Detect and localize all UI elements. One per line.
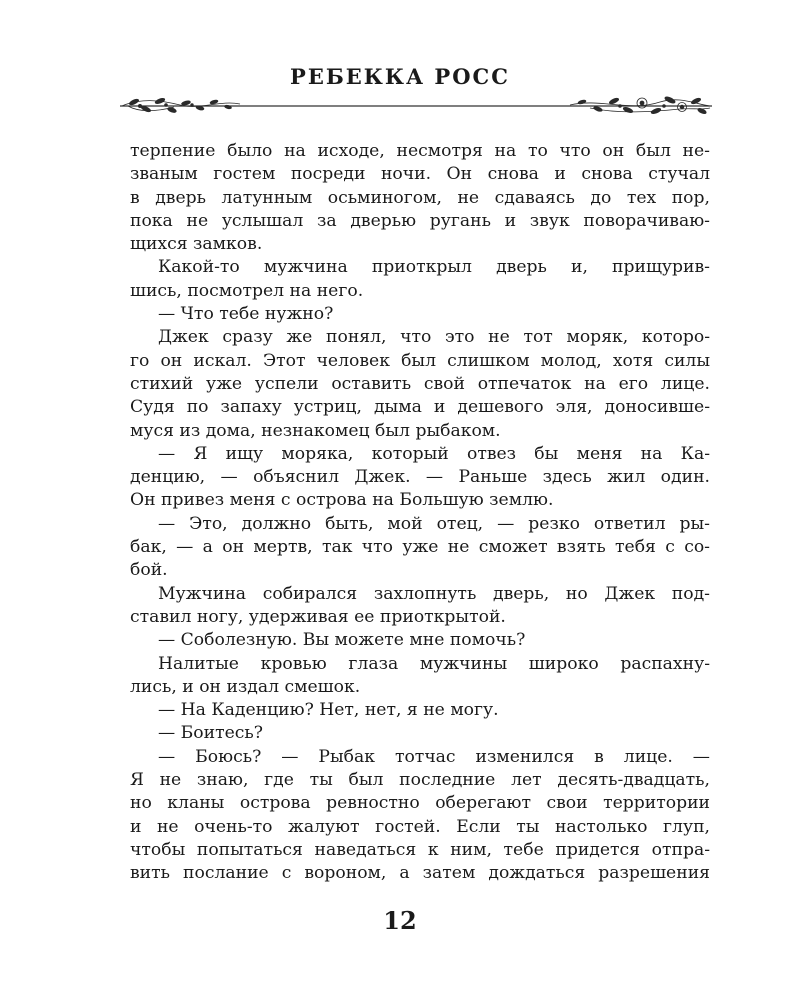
decorative-vine-rule <box>120 92 712 120</box>
text-line: лись, и он издал смешок. <box>130 676 361 697</box>
text-line: Какой-то мужчина приоткрыл дверь и, прищурив- <box>158 257 710 278</box>
text-line: Мужчина собирался захлопнуть дверь, но Джек под- <box>158 583 710 604</box>
text-line: терпение было на исходе, несмотря на то что он был не- <box>130 141 710 161</box>
text-line: вить послание с вороном, а затем дождаться разрешения <box>130 863 710 884</box>
text-line: шись, посмотрел на него. <box>130 280 364 301</box>
text-line: ставил ногу, удерживая ее приоткрытой. <box>130 606 506 627</box>
text-line: — На Каденцию? Нет, нет, я не могу. <box>158 700 499 721</box>
text-line: Судя по запаху устриц, дыма и дешевого эля, доносивше- <box>130 397 710 418</box>
text-line: бой. <box>130 560 168 581</box>
text-line: муся из дома, незнакомец был рыбаком. <box>130 420 501 441</box>
text-line: — Это, должно быть, мой отец, — резко ответил ры- <box>158 513 710 534</box>
text-line: чтобы попытаться наведаться к ним, тебе придется отпра- <box>130 839 710 860</box>
text-line: Я не знаю, где ты был последние лет десять-двадцать, <box>130 770 710 791</box>
text-line: бак, — а он мертв, так что уже не сможет взять тебя с со- <box>130 537 710 558</box>
page-number: 12 <box>383 906 417 935</box>
text-line: Налитые кровью глаза мужчины широко распахну- <box>158 653 710 674</box>
right-vine-ornament <box>570 96 710 115</box>
text-line: щихся замков. <box>130 234 263 255</box>
text-line: — Я ищу моряка, который отвез бы меня на Ка- <box>158 443 710 464</box>
text-line: — Соболезную. Вы можете мне помочь? <box>158 630 526 651</box>
running-title: РЕБЕККА РОСС <box>290 64 510 89</box>
text-line: — Боюсь? — Рыбак тотчас изменился в лице. — <box>158 746 710 767</box>
text-line: — Боитесь? <box>158 723 263 744</box>
text-line: Он привез меня с острова на Большую землю. <box>130 490 554 511</box>
body-text <box>130 140 710 886</box>
text-line: званым гостем посреди ночи. Он снова и снова стучал <box>130 164 710 185</box>
text-line: стихий уже успели оставить свой отпечаток на его лице. <box>130 373 710 394</box>
text-line: денцию, — объяснил Джек. — Раньше здесь жил один. <box>130 467 710 488</box>
text-line: пока не услышал за дверью ругань и звук поворачиваю- <box>130 210 710 231</box>
text-line: го он искал. Этот человек был слишком молод, хотя силы <box>130 350 710 371</box>
text-line: Джек сразу же понял, что это не тот моряк, которо- <box>158 327 710 348</box>
text-line: в дверь латунным осьминогом, не сдаваясь до тех пор, <box>130 187 710 208</box>
text-line: но кланы острова ревностно оберегают свои территории <box>130 793 710 814</box>
text-line: — Что тебе нужно? <box>158 304 334 325</box>
text-line: и не очень-то жалуют гостей. Если ты настолько глуп, <box>130 816 710 837</box>
